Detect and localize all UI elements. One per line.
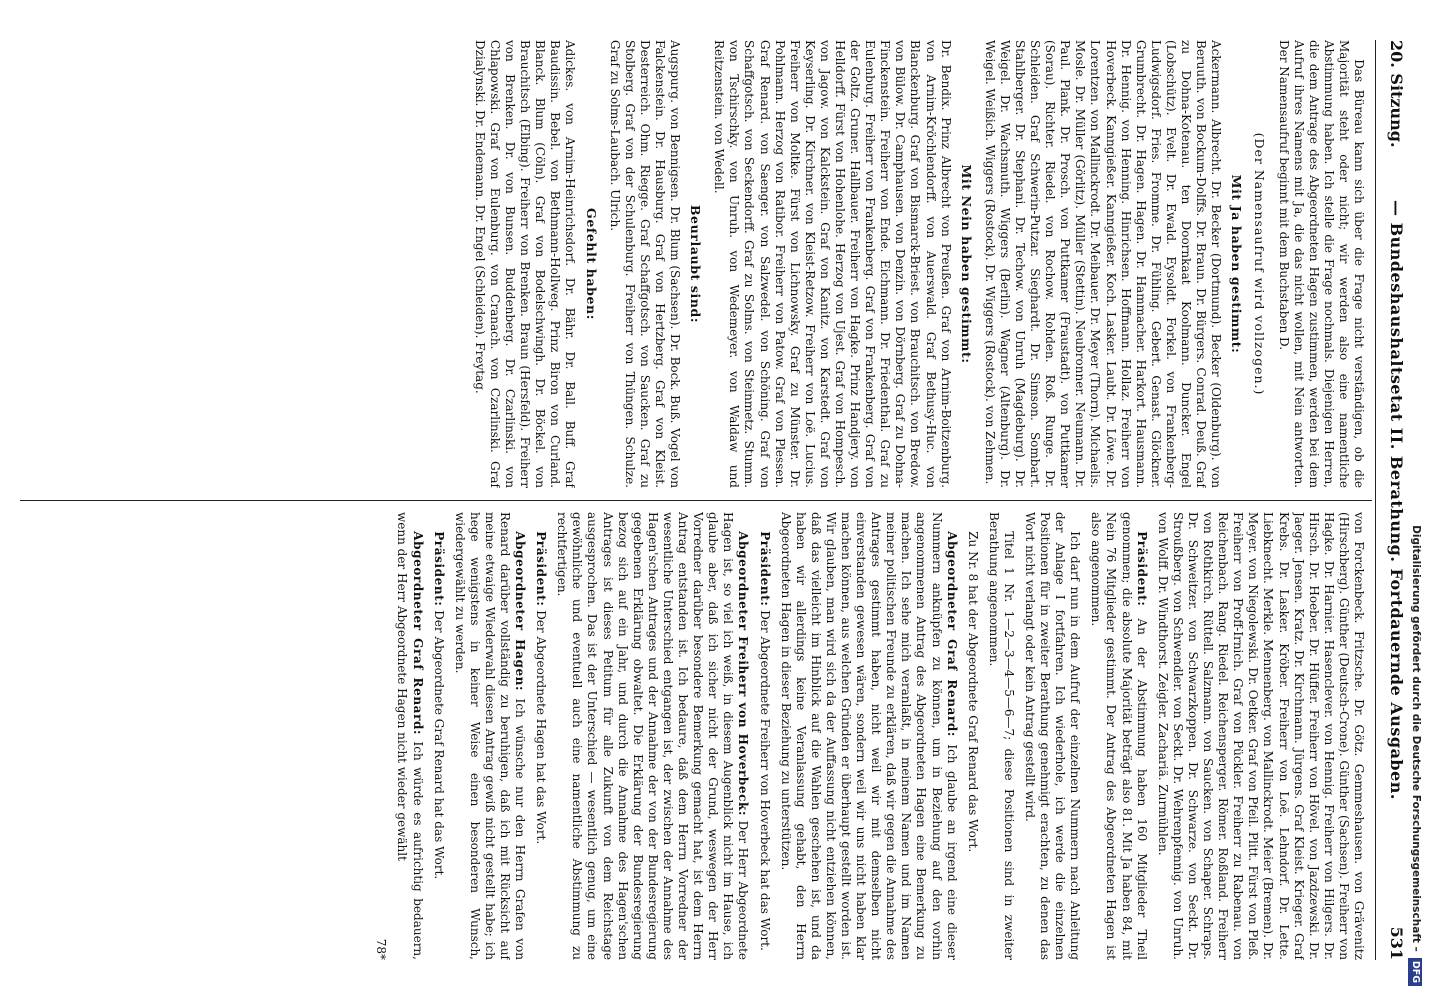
paragraph <box>607 40 682 488</box>
speaker-label: Abgeordneter Graf Renard: <box>944 531 959 737</box>
paragraph-text: Der Herr Abgeordnete Hagen ist, so viel ich weiß, in diesem Augenblick nicht im Hause, ich glaube aber, daß ich sicher nicht der Grund, weswegen der Herr Vorredner darüber besondere Bemerkung gemacht hat, ist dem Herrn Antrag entstanden ist. Ich bedaure, daß dem Herrn Vorredner der wesentliche Unterschied entgangen ist, der zwischen der Annahme des Hagen'schen Antrages und der Annahme der von der Bundesregierung gegebenen Erklärung obwaltet. Die Erklärung der Bundesregierung bezog sich auf ein Jahr, und durch die Annahme des Hagen'schen Antrages ist dieses Petitum für alle Zukunft von dem Reichstage ausgesprochen. Das ist der Unterschied — wesentlich genug, um eine gewöhnliche und eventuell auch eine namentliche Abstimmung zu rechtfertigen. <box>555 512 751 960</box>
left-column <box>20 40 1366 488</box>
paragraph <box>1022 512 1082 960</box>
paragraph <box>965 512 980 960</box>
paragraph-text: Titel 1 Nr. 1—2—3—4—5—6—7; diese Positionen sind in zweiter Berathung angenommen. <box>986 512 1016 960</box>
paragraph-text: Ackermann. Albrecht. Dr. Becker (Dortmund). Becker (Oldenburg). von Beruuth. von Bockum-Dolffs. Dr. Braun. Dr. Bürgers. Conrad. Deuß. Graf zu Dohna-Kotenau. ten Doornkaat Koolmann. Duncker. Engel (Lobschütz). Evelt. Dr. Ewald. Eysoldt. Forkel. von Frankenberg-Ludwigsdorf. Fries. Fromme. Dr. Fühling. Gebert. Genast. Glöckner. Grumbrecht. Dr. Hagen. Hagen. Dr. Hammacher. Harkort. Hausmann. Dr. Hennig. von Henning. Hinrichsen. Hoffmann. Hollaz. Freiherr von Hoverbeck. Kanngießer. Kanngießer. Koch. Lasker. Laubt. Dr. Löwe. Dr. Lorentzen. von Mallinckrodt. Dr. Meibauer. Dr. Meyer (Thorn). Michaelis. Mosle. Dr. Müller (Görlitz). Müller (Stettin). Neubronner. Neumann. Dr. Paul. Plank. Dr. Prosch. von Puttkamer (Fraustadt). von Puttkamer (Sorau). Richter. Riedel. von Rochow. Rohden. Roß. Runge. Dr. Schleiden. Graf Schwerin-Putzar. Sieghardt. Dr. Simson. Sombart. Stahlberger. Dr. Stephani. Dr. Techow. von Unruh (Magdeburg). Dr. Weigel. Dr. Wachsmuth. Wiggers (Berlin). Wagner (Altenburg). Dr. Weigel. Weißich. Wiggers (Rostock). Dr. Wiggers (Rostock). von Zehmen. <box>982 40 1224 488</box>
paragraph-text: Der Abgeordnete Freiherr von Hoverbeck hat das Wort. <box>757 610 772 951</box>
speaker-label: Präsident: <box>757 531 772 607</box>
right-column <box>20 512 1366 960</box>
paragraph <box>982 40 1224 488</box>
paragraph-text: 78* <box>374 938 389 960</box>
paragraph <box>1155 512 1366 960</box>
page-number: 531 <box>1387 926 1406 960</box>
paragraph <box>452 512 527 960</box>
running-title: — Bundeshaushaltsetat II. Berathung. Fortdauernde Ausgaben. <box>1387 200 1406 800</box>
funding-notice-text: Digitalisierung gefördert durch die Deutsche Forschungsgemeinschaft – <box>1410 525 1422 952</box>
speaker-label: Abgeordneter Graf Renard: <box>410 531 425 736</box>
paragraph <box>431 512 446 960</box>
paragraph-text: Adickes. von Arnim-Heinrichsdorf. Dr. Bähr. Dr. Ball. Buff. Graf Baudissin. Bebel. von Bethmann-Hollweg. Prinz Biron von Curland. Blanck. Blum (Cöln). Graf von Bodelschwingh. Dr. Böckel. von Brauchitsch (Elbing). Freiherr von Brenken. Braun (Hersfeld). Freiherr von Brenken. Dr. von Bunsen. Buddenberg. Dr. Czarlinski. von Chlapowski. Graf von Eulenburg. von Cranach. von Czarlinski. Graf Dzialynski. Dr. Endemann. Dr. Engel (Schleiden). Freytag. <box>472 40 578 488</box>
header-rule <box>1375 40 1376 960</box>
column-separator <box>20 500 1372 501</box>
paragraph <box>756 512 771 960</box>
paragraph-text: Ich darf nun in dem Aufruf der einzelnen Nummern nach Anleitung der Anlage I fortfahren. Ich wiederhole, ich werde die einzelnen Positionen für in zweiter Berathung genehmigt erachten, zu denen das Wort nicht verlangt oder kein Antrag gestellt wird. <box>1023 512 1083 960</box>
speaker-label: Präsident: <box>1134 531 1149 607</box>
paragraph <box>1088 512 1148 960</box>
session-label: 20. Sitzung. <box>1387 40 1406 148</box>
paragraph-text: Zu Nr. 8 hat der Abgeordnete Graf Renard das Wort. <box>965 531 980 853</box>
speaker-label: Präsident: <box>431 531 446 607</box>
paragraph-text: Ich glaube an irgend eine dieser Nummern anknüpfen zu können, um in Beziehung auf den vorhin angenommenen Antrag des Abgeordneten Hagen eine Bemerkung zu machen. Ich sehe mich veranlaßt, in meinem Namen und im Namen meiner politischen Freunde zu erklären, daß wir gegen die Annahme des Antrages gestimmt haben, nicht weil wir mit demselben nicht einverstanden gewesen wären, sondern weil wir uns nicht haben klar machen können, aus welchen Gründen er überhaupt gestellt worden ist. Wir glauben, man wird sich da der Auffassung nicht entziehen können, daß das vielleicht im Hinblick auf die Wahlen geschehen ist, und da haben wir allerdings keine Veranlassung gehabt, den Herrn Abgeordneten Hagen in dieser Beziehung zu unterstützen. <box>778 512 959 960</box>
paragraph-text: An der Abstimmung haben 160 Mitglieder Theil genommen; die absolute Majorität beträgt also 81. Mit Ja haben 84, mit Nein 76 Mitglieder gestimmt. Der Antrag des Abgeordneten Hagen ist also angenommen. <box>1089 512 1149 960</box>
paragraph <box>1275 40 1366 488</box>
paragraph <box>472 40 578 488</box>
paragraph <box>986 512 1016 960</box>
section-heading: Mit Ja haben gestimmt: <box>1229 174 1245 354</box>
section-heading: Mit Nein haben gestimmt: <box>958 164 974 364</box>
dfg-logo: DFG <box>1408 958 1422 986</box>
paragraph <box>711 40 953 488</box>
speaker-label: Präsident: <box>534 531 549 607</box>
paragraph <box>778 512 959 960</box>
paragraph-text: von Forckenbeck. Fritzsche. Dr. Götz. Gemmeshausen. von Grävenitz (Hirschberg). Günther (Deutsch-Crone). Günther (Sachsen). Freiherr von Hagke. Dr. Harnier. Hasenclever. von Hennig. Freiherr von Hilgers. Dr. Hirsch. Dr. Hoeber. Dr. Hüffer. Freiherr von Hövel. von Jazdzewski. Dr. Jaeger. Jensen. Kratz. Dr. Kirchmann. Jürgens. Graf Kleist. Krieger. Graf Krebs. Dr. Lasker. Kröber. Freiherr von Loë. Lehndorf. Dr. Lette. Liebknecht. Merkle. Mennenberg. von Mallinckrodt. Meier (Bremen). Dr. Meyer. von Niegolewski. Dr. Oetker. Graf von Pfeil. Plitt. Fürst von Pleß. Freiherr von Proff-Irnich. Graf von Pückler. Freiherr zu Rabenau. von Reichenbach. Rang. Riedel. Reichensperger. Römer. Roßland. Freiherr von Rothkirch. Rüttell. Salzmann. von Saucken. von Schaper. Schraps. Dr. Schweitzer. von Schwarzkoppen. Dr. Schwarze. von Seckt. Dr. Stroußberg. von Schwendler. von Seckt. Dr. Wehrenpfennig. von Unruh. von Wolff. Dr. Windthorst. Zeigler. Zachariä. Zurmühlen. <box>1155 512 1366 960</box>
funding-notice <box>1406 14 1426 986</box>
paragraph-text: Das Büreau kann sich über die Frage nicht verständigen, ob die Majorität steht oder nicht; wir werden also eine namentliche Abstimmung haben. Ich stelle die Frage nochmals. Diejenigen Herren, die dem Antrage des Abgeordneten Hagen zustimmen, werden bei dem Aufruf ihres Namens mit Ja, die das nicht wollen, mit Nein antworten. Der Namensaufruf beginnt mit dem Buchstaben D. <box>1276 40 1366 488</box>
speaker-label: Abgeordneter Hagen: <box>513 531 528 692</box>
paragraph-text: Der Abgeordnete Hagen hat das Wort. <box>534 610 549 845</box>
paragraph-text: Ich würde es aufrichtig bedauern, wenn der Herr Abgeordnete Hagen nicht wieder gewählt <box>395 512 425 960</box>
paragraph-text: Augspurg. von Bennigsen. Dr. Blum (Sachsen). Dr. Bock. Buß. Vogel von Falckenstein. Dr. Hausburg. Graf von Hertzberg. Graf von Kleist. Desterreich. Ohm. Riegge. Graf Schaffgotsch. von Saucken. Graf zu Stolberg. Graf von der Schulenburg. Freiherr von Thüngen. Schulze. Graf zu Solms-Laubach. Ulrich. <box>607 40 683 488</box>
section-heading: (Der Namensaufruf wird vollzogen.) <box>1252 132 1268 396</box>
paragraph <box>533 512 548 960</box>
section-heading: Gefehlt haben: <box>583 208 599 320</box>
section-heading: Beurlaubt sind: <box>688 204 704 324</box>
paragraph-text: Dr. Bendix. Prinz Albrecht von Preußen. Graf von Arnim-Boitzenburg. von Arnim-Kröchlendorff. von Auerswald. Graf Bethusy-Huc. von Blanckenburg. Graf von Bismarck-Briest. von Brauchitsch. von Bredow. von Bülow. Dr. Camphausen. von Denzin. von Dörnberg. Graf zu Dohna-Finckenstein. Freiherr von Ende. Eichmann. Dr. Friedenthal. Graf zu Eulenburg. Freiherr von Frankenberg. Graf von Frankenberg. Graf von der Goltz. Gruner. Hallbauer. Freiherr von Hagke. Prinz Handjery. von Helldorff. Fürst von Hohenlohe. Herzog von Ujest. Graf von Hompesch. von Jagow. von Kalckstein. Graf von Kanitz. von Karstedt. Graf von Keyserling. Dr. Kirchner. von Kleist-Retzow. Freiherr von Loë. Lucius. Freiherr von Moltke. Fürst von Lichnowsky. Graf zu Münster. Dr. Pohlmann. Herzog von Ratibor. Freiherr von Patow. Graf von Plessen. Graf Renard. von Saenger. von Salzwedel. von Schöning. Graf von Schaffgotsch. von Seckendorff. Graf zu Solms. von Steinmetz. Stumm. von Tschirschky. von Unruh. von Wedemeyer. von Waldaw und Reitzenstein. von Wedell. <box>712 40 953 488</box>
speaker-label: Abgeordneter Freiherr von Hoverbeck: <box>736 531 751 817</box>
paragraph-text: Der Abgeordnete Graf Renard hat das Wort. <box>431 610 446 880</box>
paragraph <box>554 512 750 960</box>
signature-mark <box>373 512 388 960</box>
paragraph-text: Ich wünsche nur den Herrn Grafen von Renard darüber vollständig zu beruhigen, daß ich mit Rücksicht auf meine etwaige Wiederwahl diesen Antrag gewiß nicht gestellt habe; ich hege wenigstens in keiner Weise einen besonderen Wunsch, wiedergewählt zu werden. <box>452 512 528 960</box>
paragraph <box>394 512 424 960</box>
